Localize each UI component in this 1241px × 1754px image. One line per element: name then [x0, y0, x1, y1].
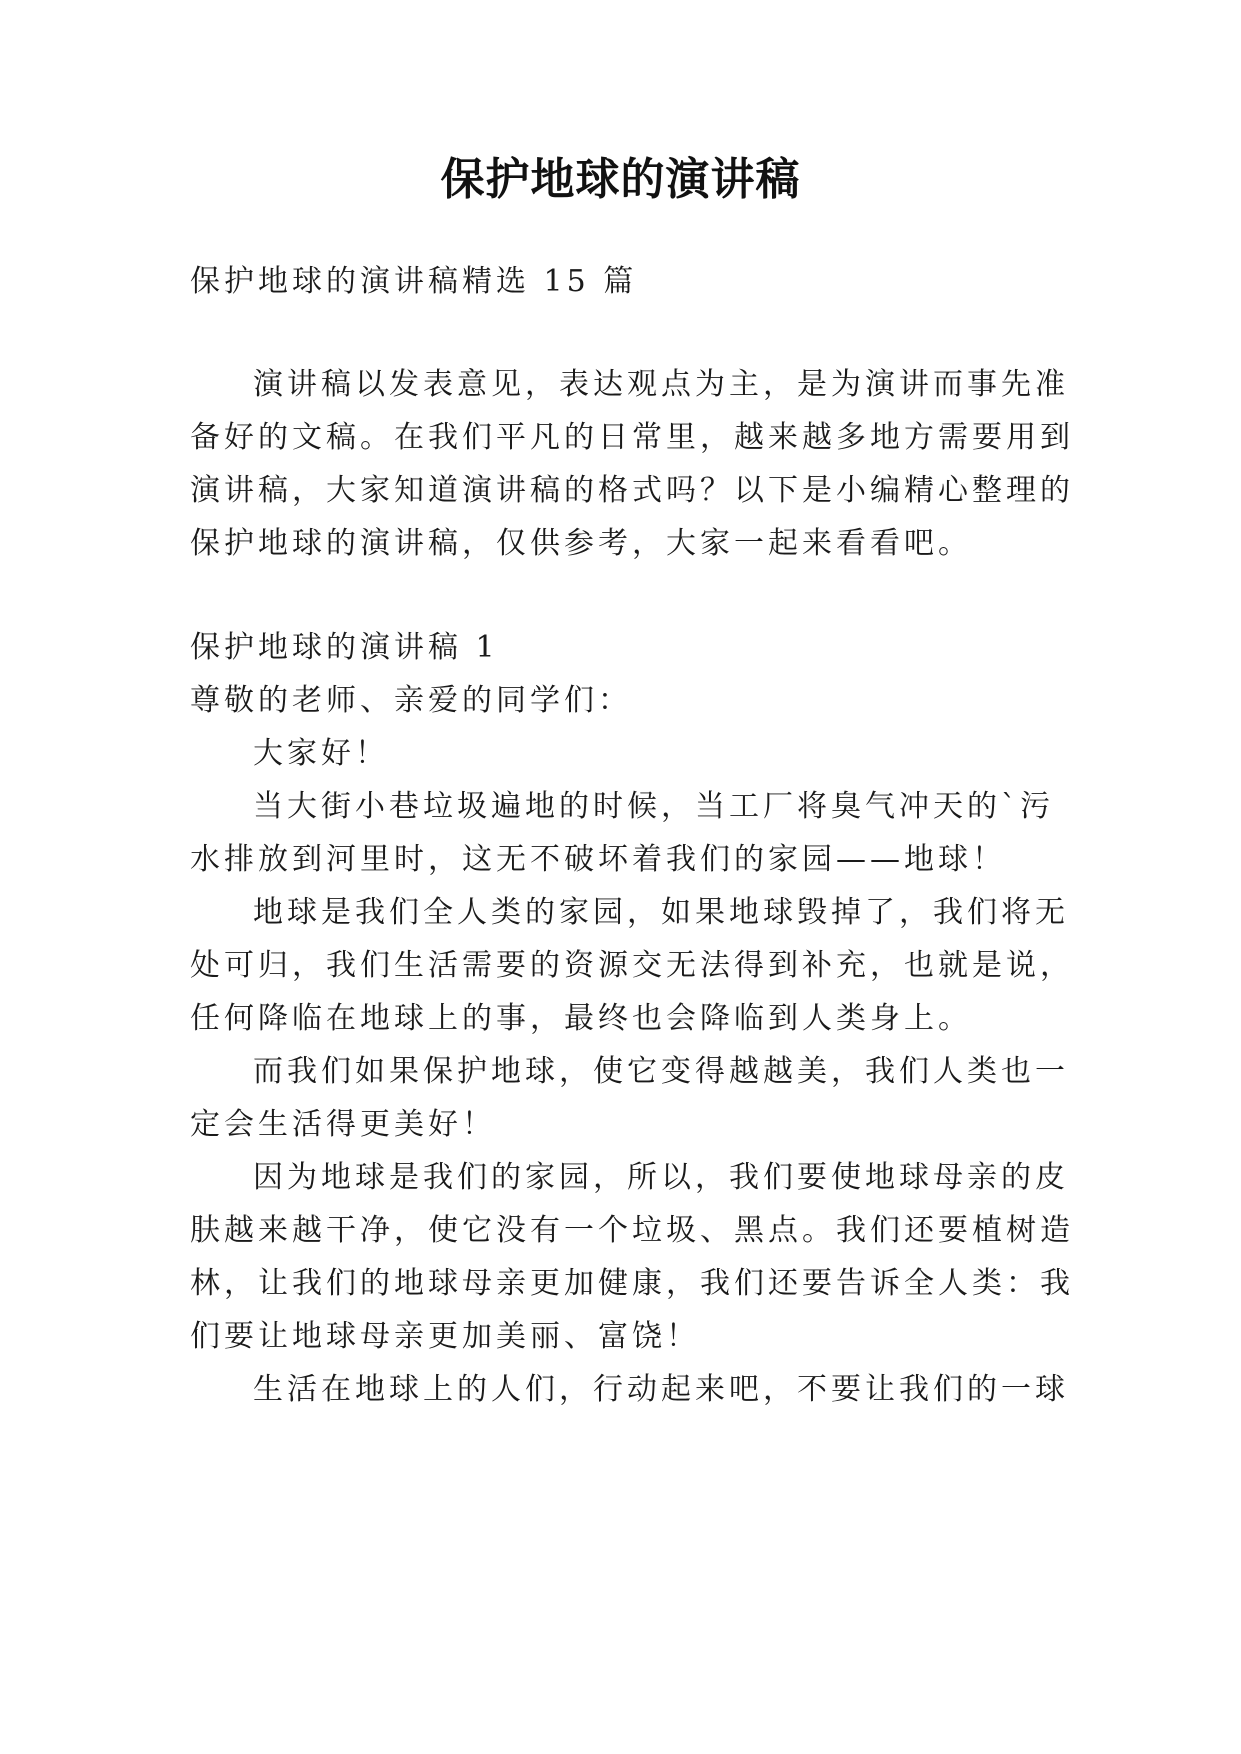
intro-line: 备好的文稿。在我们平凡的日常里，越来越多地方需要用到: [190, 420, 1074, 455]
body-line: 定会生活得更美好！: [190, 1107, 496, 1142]
page-title: 保护地球的演讲稿: [440, 154, 801, 205]
intro-line: 保护地球的演讲稿，仅供参考，大家一起来看看吧。: [190, 526, 972, 561]
body-line: 生活在地球上的人们，行动起来吧，不要让我们的一球: [253, 1372, 1069, 1407]
document-subtitle: 保护地球的演讲稿精选 15 篇: [190, 264, 638, 299]
body-line: 们要让地球母亲更加美丽、富饶！: [190, 1319, 700, 1354]
body-line: 林，让我们的地球母亲更加健康，我们还要告诉全人类：我: [190, 1266, 1074, 1301]
body-line: 因为地球是我们的家园，所以，我们要使地球母亲的皮: [253, 1160, 1069, 1195]
body-line: 任何降临在地球上的事，最终也会降临到人类身上。: [190, 1001, 972, 1036]
salutation: 尊敬的老师、亲爱的同学们：: [190, 683, 632, 718]
body-line: 水排放到河里时，这无不破坏着我们的家园——地球！: [190, 842, 1006, 877]
body-line: 肤越来越干净，使它没有一个垃圾、黑点。我们还要植树造: [190, 1213, 1074, 1248]
body-line: 处可归，我们生活需要的资源交无法得到补充，也就是说，: [190, 948, 1074, 983]
intro-line: 演讲稿，大家知道演讲稿的格式吗？以下是小编精心整理的: [190, 473, 1074, 508]
intro-line: 演讲稿以发表意见，表达观点为主，是为演讲而事先准: [253, 367, 1069, 402]
body-line: 当大街小巷垃圾遍地的时候，当工厂将臭气冲天的`污: [253, 789, 1054, 824]
greeting: 大家好！: [253, 736, 389, 771]
body-line: 而我们如果保护地球，使它变得越越美，我们人类也一: [253, 1054, 1069, 1089]
section-heading: 保护地球的演讲稿 1: [190, 630, 499, 665]
body-line: 地球是我们全人类的家园，如果地球毁掉了，我们将无: [253, 895, 1069, 930]
